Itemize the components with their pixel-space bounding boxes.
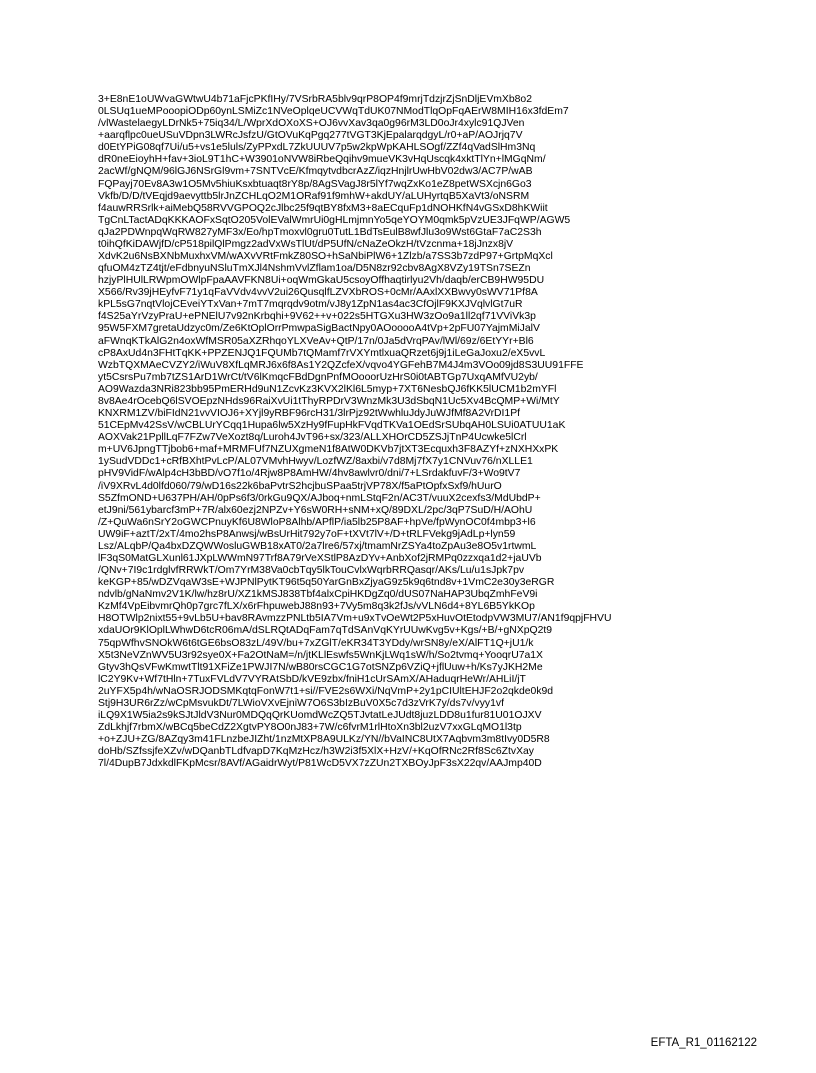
text-line: X5t3NeVZnWV5U3r92sye0X+Fa2OtNaM=/n/jtKLlEswfs5WnKjLWq1sW/h/So2tvmq+YooqrU7a1X [98,649,543,661]
text-line: +aarqflpc0ueUSuVDpn3LWRcJsfzU/GtOVuKqPgq277tVGT3KjEpalarqdgyL/r0+aP/AOJrjq7V [98,130,523,142]
text-line: X566/Rv39jHEyfvF71y1qFaVVdv4vvV2ui26QusqlfLZVXbROS+0cMr/AAxlXXBwvy0sWV71Pf8A [98,287,538,299]
text-line: TgCnLTactADqKKKAOFxSqtO205VolEValWmrUi0gHLmjmnYo5qeYOYM0qmk5pVzUE3JFqWP/AGW5 [98,214,571,226]
text-line: /vlWastelaegyLDrNk5+75iq34/L/WprXdOXoXS+OJ6vvXav3qa0g96rM3LD0oJr4xylc91QJVen [98,118,525,130]
text-line: Lsz/ALqbP/Qa4bxDZQWWosluGWB18xAT0/2a7lre6/57xj/tmamNrZSYa4toZpAu3e8O5v1rtwmL [98,540,537,552]
text-line: /iV9XRvL4d0lfd060/79/wD16s22k6baPvtrS2hcjbuSPaa5trjVP78X/f5aPtOpfxSxf9/hUurO [98,480,502,492]
text-line: yt5CsrsPu7mb7tZS1ArD1WrCt/tV6lKmqcFBdDgnPnfMOooorUzHrS0i0tABTGp7UxqAMfVU2yb/ [98,371,538,383]
text-line: /QNv+7I9c1rdglvfRRWkT/Om7YrM38Va0cbTqy5lkTouCvlxWqrbRRQasqr/AKs/Lu/u1sJpk7pv [98,565,525,577]
text-line: 7l/4DupB7JdxkdlFKpMcsr/8AVf/AGaidrWyt/P81WcD5VX7zZUn2TXBOyJpF3sX22qv/AAJmp40D [98,758,542,770]
text-line: ndvlb/gNaNmv2V1K/lw/hz8rU/XZ1kMSJ838Tbf4alxCpiHKDgZq0/dUS07NaHAP3UbqZmhFeV9i [98,589,538,601]
text-line: etJ9ni/561ybarcf3mP+7R/alx60ezj2NPZv+Y6sW0RH+sNM+xQ/89DXL/2pc/3qP7SuD/H/AOhU [98,504,533,516]
text-line: Vkfb/D/D/tVEqjd9aevyttb5lrJnZCHLqO2M1ORaf91f9mhW+akdUY/aLUHyrtqB5XaVt3/oNSRM [98,190,530,202]
text-line: lF3qS0MatGLXunl61JXpLWWmN97Trf8A79rVeXStlP8AzDYv+AnbXof2jRMPq0zzxqa1d2+jaUVb [98,552,542,564]
text-line: KzMf4VpEibvmrQh0p7grc7fLX/x6rFhpuwebJ88n93+7Vy5m8q3k2fJs/vVLN6d4+8YL6B5YkKOp [98,601,535,613]
text-line: XdvK2u6NsBXNbMuxhxVM/wAXvVRtFmkZ80SO+hSaNbiPlW6+1Zlzb/a7SS3b7zdP97+GrtpMqXcl [98,251,553,263]
text-line: kPL5sG7nqtVlojCEveiYTxVan+7mT7mqrqdv9otm/vJ8y1ZpN1as4ac3CfOjlF9KXJVqlvlGt7uR [98,299,523,311]
text-line: d0EtYPiG08qf7Ui/u5+vs1e5luls/ZyPPxdL7ZkUUUV7p5w2kpWpKAHLSOgf/ZZf4qVadSlHm3Nq [98,142,536,154]
text-line: 8v8Ae4rOcebQ6lSVOEpzNHds96RaiXvUi1tThyRPDrV3WnzMk3U3dSbqN1Uc5Xv4BcQMP+Wi/MtY [98,395,560,407]
text-line: /Z+QuWa6nSrY2oGWCPnuyKf6U8WloP8Alhb/APflP/ia5lb25P8AF+hpVe/fpWynOC0f4mbp3+l6 [98,516,536,528]
text-line: Stj9H3UR6rZz/wCpMsvukDt/7LWioVXvEjniW7O6S3bIzBuV0X5c7d3zVrK7y/ds7v/vyy1vf [98,697,504,709]
text-line: AOXVak21PpllLqF7FZw7VeXozt8q/Luroh4JvT96+sx/323/ALLXHOrCD5ZSJjTnP4Ucwke5lCrl [98,432,527,444]
text-line: 2acWf/gNQM/96lGJ6NSrGl9vm+7SNTVcE/KfmqytvdbcrAzZ/iqzHnjlrUwHbV02dw3/AC7P/wAB [98,166,533,178]
text-line: cP8AxUd4n3FHtTqKK+PPZENJQ1FQUMb7tQMamf7rVXYmtlxuaQRzet6j9j1iLeGaJoxu2/eX5vvL [98,347,546,359]
text-line: KNXRM1ZV/biFIdN21vvVIOJ6+XYjl9yRBF96rcH31/3lrPjz92tWwhluJdyJuWJfMf8A2VrDI1Pf [98,408,521,420]
text-line: keKGP+85/wDZVqaW3sE+WJPNlPytKT96t5q50YarGnBxZjyaG9z5k9q6tnd8v+1VmC2e30y3eRGR [98,577,555,589]
text-line: 95W5FXM7gretaUdzyc0m/Ze6KtOplOrrPmwpaSigBactNpy0AOooooA4tVp+2pFU07YajmMiJalV [98,323,540,335]
text-line: qJa2PDWnpqWqRW827yMF3x/Eo/hpTmoxvl0gru0TutL1BdTsEulB8wfJlu3o9Wst6GtaF7aC2S3h [98,226,542,238]
text-line: doHb/SZfssjfeXZv/wDQanbTLdfvapD7KqMzHcz/h3W2i3f5XlX+HzV/+KqOfRNc2Rf8Sc6ZtvXay [98,746,534,758]
text-line: ZdLkhjf7rbmX/wBCq5beCdZ2XgtvPY8O0nJ83+7W/c6fvrM1rlHtoXn3bl2uzV7xxGLqMO1l3tp [98,722,522,734]
text-line: AO9Wazda3NRi823bb95PmERHd9uN1ZcvKz3KVX2lKl6L5myp+7XT6NesbQJ6fKK5lUCM1b2mYFl [98,383,557,395]
text-line: +o+ZJU+ZG/8AZqy3m41FLnzbeJIZht/1nzMtXP8A9ULKz/YN//bVaINC8UtX7Aqbvm3m8tIvy0D5R8 [98,734,550,746]
text-line: t0ihQfKiDAWjfD/cP518pilQlPmgz2adVxWsTlUt/dP5UfN/cNaZeOkzH/tVzcnma+18jJnzx8jV [98,238,514,250]
text-line: m+UV6JpngTTjbob6+maf+MRMFUf7NZUXgmeN1f8AtW0DKVb7jtXT3Ecquxh3F8AZYf+zNXHXxPK [98,444,559,456]
text-line: WzbTQXMAeCVZY2/iWuV8XfLqMRJ6x6f8As1Y2QZcfeX/vqvo4YGFehB7M4J4m3VOo09jd8S3UU91FFE [98,359,584,371]
text-line: hzjyPlHUlLRWpmOWlpFpaAAVFKN8Ui+oqWmGkaU5csoyOffhaqtirlyu2Vh/daqb/erCB9HW95DU [98,275,545,287]
text-line: 2uYFX5p4h/wNaOSRJODSMKqtqFonW7t1+si//FVE2s6WXi/NqVmP+2y1pCIUltEHJF2o2qkde0k9d [98,685,554,697]
text-line: Gtyv3hQsVFwKmwtTlt91XFiZe1PWJI7N/wB80rsCGC1G7otSNZp6VZiQ+jflUuw+h/Ks7yJKH2Me [98,661,543,673]
text-line: xdaUOr9KlOplLWhwD6tcR06mA/dSLRQtADqFam7qTdSAnVqKYrUUwKvg5v+Kgs/+B/+gNXpQ2t9 [98,625,553,637]
text-line: f4auwRRSrlk+aiMebQ58RVVGPOQ2cJlbc25f9qtBY8fxM3+8aECquFp1dNOHKfN4vGSxD8hKWiit [98,202,548,214]
text-line: 0LSUq1ueMPooopiODp60ynLSMiZc1NVeOplqeUCVWqTdUK07NModTlqOpFqAErW8MIH16x3fdEm7 [98,106,569,118]
text-line: S5ZfmOND+U637PH/AH/0pPs6f3/0rkGu9QX/AJboq+nmLStqF2n/AC3T/vuuX2cexfs3/MdUbdP+ [98,492,541,504]
text-line: dR0neEioyhH+fav+3ioL9T1hC+W3901oNVW8iRbeQqihv9mueVK3vHqUscqk4xktTlYn+lMGqNm/ [98,154,546,166]
text-line: aFWnqKTkAlG2n4oxWfMSR05aXZRhqoYLXVeAv+QtP/17n/0Ja5dVrqPAv/lWl/69z/6EtYYr+Bl6 [98,335,534,347]
text-line: lC2Y9Kv+Wf7tHln+7TuxFVLdV7VYRAtSbD/kVE9zbx/fniH1cUrSAmX/AHaduqrHeWr/AHLiI/jT [98,673,526,685]
encoded-text-block [98,94,738,770]
text-line: iLQ9X1W5ia2s9kSJtJldV3Nur0MDQqQrKUomdWcZQ5TJvtatLeJUdt8juzLDD8u1fur81U01OJXV [98,709,542,721]
text-line: 1ySudVDDc1+cRfBXhtPvLcP/AL07VMvhHwyv/LozfWZ/8axbi/v7d8Mj7fX7y1CNVuv76/nXLLE1 [98,456,533,468]
text-line: 51CEpMv42SsV/wCBLUrYCqq1Hupa6lw5XzHy9fFupHkFVqdTKVa1OEdSrSUbqAH0LSUi0ATUU1aK [98,420,566,432]
text-line: 75qpWfhvSNOkW6t6tGE6bsO83zL/49V/bu+7xZGlT/eKR34T3YDdy/wrSN8y/eX/AlFT1Q+jU1/k [98,637,534,649]
text-line: pHV9VidF/wAlp4cH3bBD/vO7f1o/4Rjw8P8AmHW/4hv8awlvr0/dni/7+LSrdakfuvF/3+Wo9tV7 [98,468,521,480]
text-line: UW9iF+aztT/2xT/4mo2hsP8Anwsj/wBsUrHit792y7oF+tXVt7lV+/D+tRLFVekg9jAdLp+lyn59 [98,528,516,540]
text-line: FQPayj70Ev8A3w1O5Mv5hiuKsxbtuaqt8rY8p/8AgSVagJ8r5lYf7wqZxKo1eZ8petWSXcjn6Go3 [98,178,532,190]
text-line: 3+E8nE1oUWvaGWtwU4b71aFjcPKfIHy/7VSrbRA5blv9qrP8OP4f9mrjTdzjrZjSnDljEVmXb8o2 [98,94,532,105]
text-line: f4S25aYrVzyPraU+ePNElU7v92nKrbqhi+9V62++v+022s5HTGXu3HW3zOo9a1ll2qf71VViVk3p [98,311,536,323]
document-id-label: EFTA_R1_01162122 [650,1037,757,1049]
text-line: qfuOM4zTZ4tjt/eFdbnyuNSluTmXJl4NshmVvlZflam1oa/D5N8zr92cbv8AgX8VZy19TSn7SEZn [98,263,531,275]
text-line: H8OTWlp2nixt55+9vLb5U+bav8RAvmzzPNLtb5IA7Vm+u9xTvOeWt2P5xHuvOtEtodpVW3MU7/AN1f9qpjFHVU [98,613,612,625]
